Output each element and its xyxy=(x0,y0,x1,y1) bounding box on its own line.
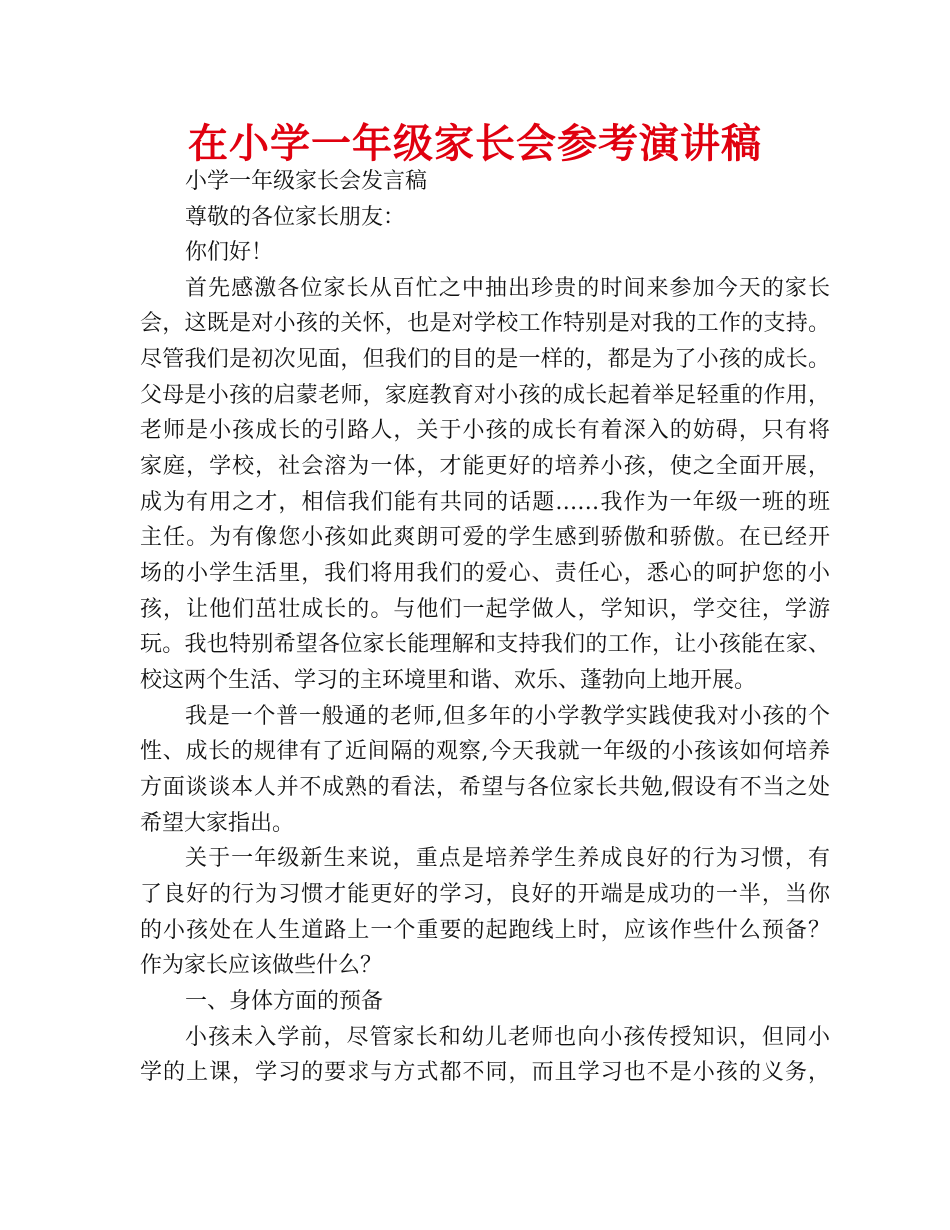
greeting-line: 你们好！ xyxy=(185,240,274,265)
subtitle-line: 小学一年级家长会发言稿 xyxy=(185,169,428,194)
section-heading: 一、身体方面的预备 xyxy=(185,989,384,1014)
paragraph-line: 学的上课，学习的要求与方式都不同，而且学习也不是小孩的义务， xyxy=(140,1060,830,1085)
paragraph-line: 家庭，学校，社会溶为一体，才能更好的培养小孩，使之全面开展， xyxy=(140,454,830,479)
paragraph-line: 作为家长应该做些什么？ xyxy=(140,953,383,978)
paragraph-line: 主任。为有像您小孩如此爽朗可爱的学生感到骄傲和骄傲。在已经开 xyxy=(140,525,830,550)
paragraph-line: 会，这既是对小孩的关怀，也是对学校工作特别是对我的工作的支持。 xyxy=(140,311,830,336)
paragraph-line: 的小孩处在人生道路上一个重要的起跑线上时，应该作些什么预备？ xyxy=(140,918,830,943)
paragraph-line: 尽管我们是初次见面，但我们的目的是一样的，都是为了小孩的成长。 xyxy=(140,347,830,372)
paragraph-line: 老师是小孩成长的引路人，关于小孩的成长有着深入的妨碍，只有将 xyxy=(140,418,830,443)
paragraph-line: 希望大家指出。 xyxy=(140,811,295,836)
paragraph-line: 场的小学生活里，我们将用我们的爱心、责任心，悉心的呵护您的小 xyxy=(140,561,830,586)
paragraph-line: 成为有用之才，相信我们能有共同的话题……我作为一年级一班的班 xyxy=(140,490,830,515)
paragraph-line: 性、成长的规律有了近间隔的观察,今天我就一年级的小孩该如何培养 xyxy=(140,739,830,764)
paragraph-line: 小孩未入学前，尽管家长和幼儿老师也向小孩传授知识，但同小 xyxy=(185,1025,830,1050)
paragraph-line: 父母是小孩的启蒙老师，家庭教育对小孩的成长起着举足轻重的作用， xyxy=(140,383,830,408)
paragraph-line: 我是一个普一般通的老师,但多年的小学教学实践使我对小孩的个 xyxy=(185,704,830,729)
paragraph-line: 校这两个生活、学习的主环境里和谐、欢乐、蓬勃向上地开展。 xyxy=(140,668,757,693)
document-title: 在小学一年级家长会参考演讲稿 xyxy=(188,121,762,167)
salutation-line: 尊敬的各位家长朋友： xyxy=(185,205,406,230)
paragraph-line: 了良好的行为习惯才能更好的学习，良好的开端是成功的一半，当你 xyxy=(140,882,830,907)
paragraph-line: 孩，让他们茁壮成长的。与他们一起学做人，学知识，学交往，学游 xyxy=(140,597,830,622)
paragraph-line: 方面谈谈本人并不成熟的看法，希望与各位家长共勉,假设有不当之处 xyxy=(140,775,830,800)
paragraph-line: 玩。我也特别希望各位家长能理解和支持我们的工作，让小孩能在家、 xyxy=(140,632,830,657)
paragraph-line: 关于一年级新生来说，重点是培养学生养成良好的行为习惯，有 xyxy=(185,846,830,871)
paragraph-line: 首先感激各位家长从百忙之中抽出珍贵的时间来参加今天的家长 xyxy=(185,276,830,301)
